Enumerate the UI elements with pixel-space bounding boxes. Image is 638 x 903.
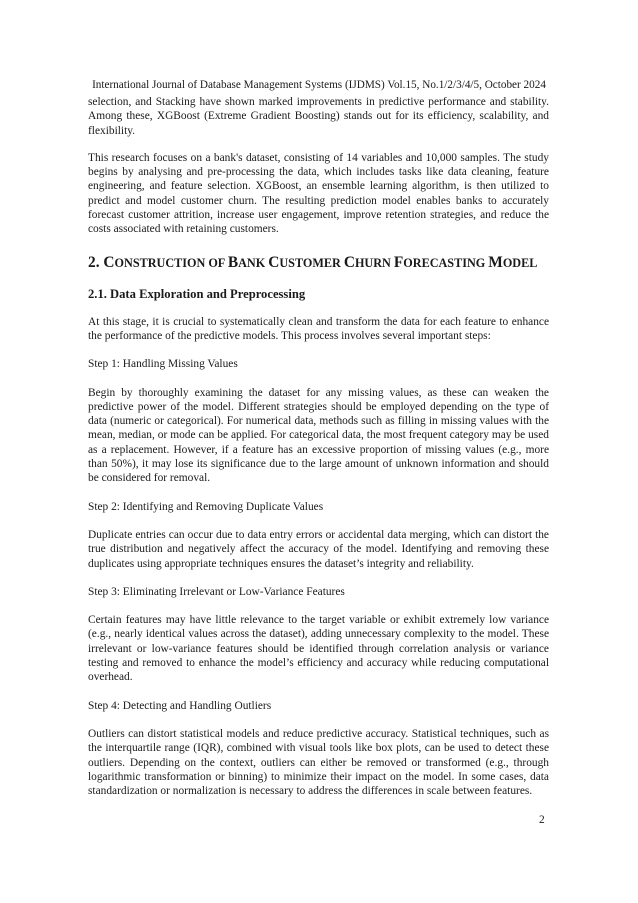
intro-paragraph-1: selection, and Stacking have shown marked improvements in predictive performance and stability. Among these, XGBoost (Extreme Gradient Boosting) stands out for its efficiency, scalability, and flexibility.	[88, 96, 549, 137]
heading-cap: F	[393, 253, 404, 271]
page-number: 2	[539, 814, 545, 826]
running-header: International Journal of Database Management Systems (IJDMS) Vol.15, No.1/2/3/4/5, October 2024	[92, 79, 546, 91]
heading-small-caps: HURN	[354, 255, 394, 270]
heading-cap: B	[227, 253, 239, 271]
heading-cap: C	[343, 253, 355, 271]
subsection-intro: At this stage, it is crucial to systematically clean and transform the data for each feature to enhance the performance of the predictive models. This process involves several important steps:	[88, 315, 549, 342]
heading-small-caps: ONSTRUCTION OF	[114, 255, 228, 270]
heading-small-caps: ANK	[238, 255, 269, 270]
step-2-label: Step 2: Identifying and Removing Duplicate Values	[88, 500, 324, 513]
heading-small-caps: ORECASTING	[403, 255, 489, 270]
step-2-body: Duplicate entries can occur due to data entry errors or accidental data merging, which can distort the true distribution and negatively affect the accuracy of the model. Identifying and removing these duplicates using appropriate techniques ensures the dataset’s integrity and reliability.	[88, 528, 549, 570]
step-3-body: Certain features may have little relevance to the target variable or exhibit extremely low variance (e.g., nearly identical values across the dataset), adding unnecessary complexity to the model. These irrelevant or low-variance features should be identified through correlation analysis or variance testing and removed to enhance the model’s efficiency and accuracy while reducing computational overhead.	[88, 614, 549, 684]
subsection-heading: 2.1. Data Exploration and Preprocessing	[88, 286, 306, 301]
page-content	[88, 95, 549, 798]
heading-small-caps: USTOMER	[279, 255, 344, 270]
step-4-label: Step 4: Detecting and Handling Outliers	[88, 699, 272, 712]
step-1-body: Begin by thoroughly examining the dataset for any missing values, as these can weaken the predictive power of the model. Different strategies should be employed depending on the type of data (numeric or categorical). For numerical data, methods such as filling in missing values with the mean, median, or mode can be applied. For categorical data, the most frequent category may be used as a replacement. However, if a feature has an excessive proportion of missing values (e.g., more than 50%), it may lose its significance due to the large amount of unknown information and should be considered for removal.	[88, 386, 549, 485]
heading-cap: M	[488, 253, 503, 271]
step-1-label: Step 1: Handling Missing Values	[88, 358, 238, 371]
step-4-body: Outliers can distort statistical models and reduce predictive accuracy. Statistical techniques, such as the interquartile range (IQR), combined with visual tools like box plots, can be used to detect these outliers. Depending on the context, outliers can either be removed or transformed (e.g., through logarithmic transformation or binning) to minimize their impact on the model. In some cases, data standardization or normalization is necessary to address the differences in scale between features.	[88, 727, 549, 798]
step-3-label: Step 3: Eliminating Irrelevant or Low-Variance Features	[88, 585, 345, 598]
intro-paragraph-2: This research focuses on a bank's dataset, consisting of 14 variables and 10,000 samples. The study begins by analysing and pre-processing the data, which includes tasks like data cleaning, feature engineering, and feature selection. XGBoost, an ensemble learning algorithm, is then utilized to predict and model customer churn. The resulting prediction model enables banks to accurately forecast customer attrition, increase user engagement, improve retention strategies, and reduce the costs associated with retaining customers.	[88, 151, 549, 236]
section-number: 2.	[88, 253, 100, 271]
heading-cap: C	[103, 253, 115, 271]
heading-small-caps: ODEL	[502, 255, 538, 270]
heading-cap: C	[268, 253, 280, 271]
section-heading	[88, 254, 549, 272]
